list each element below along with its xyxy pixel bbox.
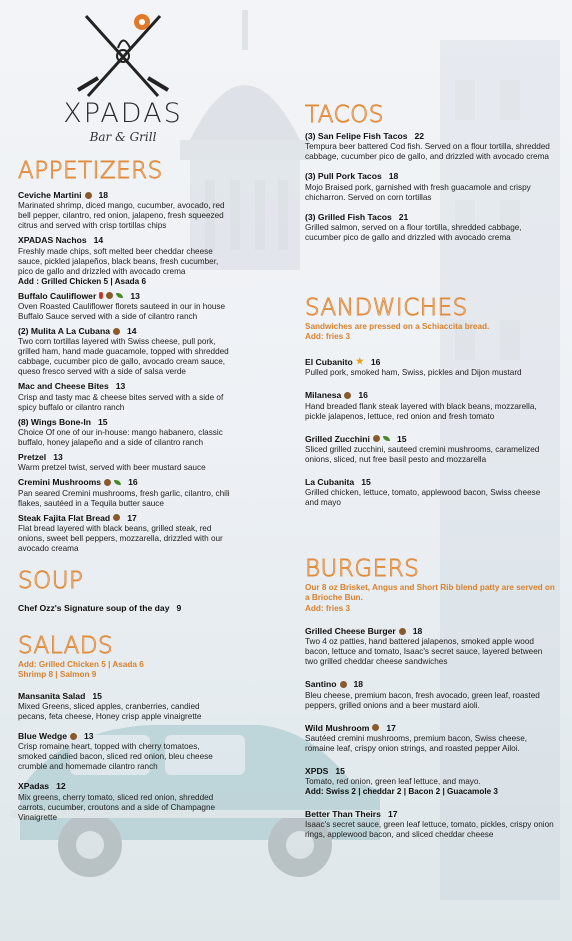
tacos-section — [305, 104, 555, 243]
item-name: (3) San Felipe Fish Tacos — [305, 131, 408, 141]
item-description: Mojo Braised pork, garnished with fresh guacamole and crispy chicharron. Served on corn tortillas — [305, 182, 531, 202]
item-price: 15 — [92, 690, 102, 701]
item-price: 12 — [56, 781, 66, 792]
item-price: 16 — [128, 477, 138, 488]
item-description: Crisp and tasty mac & cheese bites served with a side of spicy buffalo or cilantro ranch — [18, 392, 224, 412]
sandwiches-title: SANDWICHES — [305, 294, 468, 321]
menu-item — [18, 477, 230, 508]
item-name: Milanesa — [305, 390, 342, 401]
item-description: Tempura beer battered Cod fish. Served on a flour tortilla, shredded cabbage, cucumber pico de gallo, and drizzled with avocado crema — [305, 142, 550, 162]
item-name: Buffalo Cauliflower — [18, 290, 97, 301]
item-price: 15 — [335, 765, 345, 776]
item-name: (2) Mulita A La Cubana — [18, 325, 110, 336]
soup-section — [18, 567, 230, 613]
spicy-pepper-icon — [99, 292, 103, 299]
gluten-free-icon — [344, 392, 351, 399]
item-description: Crisp romaine heart, topped with cherry tomatoes, smoked candied bacon, sliced red onion, bleu cheese crumble and homemade cilantro ranch — [18, 742, 213, 772]
gluten-free-icon — [113, 328, 120, 335]
item-name: XPadas — [18, 781, 50, 792]
gluten-free-icon — [372, 724, 379, 731]
gluten-free-icon — [340, 681, 347, 688]
menu-item — [18, 235, 230, 286]
gluten-free-icon — [70, 733, 77, 740]
item-description: Pulled pork, smoked ham, Swiss, pickles and Dijon mustard — [305, 368, 522, 378]
item-description: Choice Of one of our in-house: mango habanero, classic buffalo, honey jalapeño and a side of cilantro ranch — [18, 427, 223, 447]
item-name: Ceviche Martini — [18, 190, 82, 200]
tacos-title: TACOS — [305, 102, 384, 128]
item-name: (3) Pull Pork Tacos — [305, 171, 382, 182]
right-column — [305, 104, 555, 840]
item-price: 18 — [98, 190, 109, 200]
item-name: Chef Ozz's Signature soup of the day — [18, 602, 170, 613]
item-name: Santino — [305, 679, 337, 690]
item-description: Sliced grilled zucchini, sauteed cremini mushrooms, caramelized onions, sliced, nut free basil pesto and mozzarella — [305, 444, 540, 464]
logo-subtitle: Bar & Grill — [89, 130, 157, 144]
item-description: Warm pretzel twist, served with beer mustard sauce — [18, 463, 206, 473]
item-name: Blue Wedge — [18, 730, 68, 741]
item-price: 18 — [388, 171, 399, 182]
item-price: 15 — [97, 416, 108, 427]
salads-section — [18, 635, 230, 822]
item-price: 17 — [127, 512, 137, 523]
menu-item — [305, 390, 555, 421]
item-price: 18 — [412, 625, 423, 636]
item-price: 13 — [130, 290, 140, 301]
burgers-title: BURGERS — [305, 556, 420, 583]
menu-item — [305, 809, 555, 840]
appetizers-title: APPETIZERS — [18, 158, 163, 184]
gluten-free-icon — [104, 479, 111, 486]
item-name: XPDS — [305, 765, 329, 776]
salads-title: SALADS — [18, 633, 114, 660]
menu-item — [305, 723, 555, 754]
item-description: Grilled chicken, lettuce, tomato, applewood bacon, Swiss cheese and mayo — [305, 488, 541, 508]
vegan-leaf-icon — [116, 293, 123, 298]
gluten-free-icon — [85, 192, 92, 199]
menu-item — [18, 691, 230, 722]
item-price: 13 — [84, 730, 94, 741]
appetizers-section — [18, 160, 230, 554]
item-description: Oven Roasted Cauliflower florets sauteed in our in house Buffalo Sauce served with a side of cilantro ranch — [18, 301, 226, 321]
item-description: Sautéed cremini mushrooms, premium bacon, Swiss cheese, romaine leaf, crispy onion strings, and roasted pepper Ailoi. — [305, 733, 528, 753]
left-column — [18, 160, 230, 823]
gluten-free-icon — [113, 514, 120, 521]
star-icon: ★ — [355, 356, 364, 367]
item-price: 17 — [386, 722, 396, 733]
item-price: 14 — [93, 235, 104, 246]
item-name: XPADAS Nachos — [18, 235, 87, 246]
menu-item — [18, 190, 230, 231]
item-name: Pretzel — [18, 451, 47, 462]
menu-item — [18, 781, 230, 822]
item-name: El Cubanito — [305, 356, 353, 367]
menu-item — [305, 679, 555, 710]
item-description: Mix greens, cherry tomato, sliced red onion, shredded carrots, cucumber, croutons and a side of Champagne Vinaigrette — [18, 792, 216, 822]
item-price: 13 — [115, 381, 126, 392]
item-price: 16 — [358, 390, 368, 401]
menu-item — [18, 417, 230, 448]
item-description: Flat bread layered with black beans, grilled steak, red onions, sweet bell peppers, mozzarella, drizzled with our avocado creama — [18, 523, 223, 553]
item-name: Grilled Cheese Burger — [305, 625, 396, 636]
gluten-free-icon — [373, 435, 380, 442]
item-name: Steak Fajita Flat Bread — [18, 512, 111, 523]
item-description: Pan seared Cremini mushrooms, fresh garlic, cilantro, chili flakes, sautéed in a Tequila butter sauce — [18, 488, 230, 508]
item-description: Grilled salmon, served on a flour tortilla, shredded cabbage, cucumber pico de gallo and drizzled with avocado crema — [305, 222, 522, 242]
menu-item — [305, 626, 555, 667]
item-description: Two corn tortillas layered with Swiss cheese, pull pork, grilled ham, hand made guacamole, topped with shredded cabbage, cucumber pico de gallo, avocado cream sauce, queso fresco served with a side of salsa verde — [18, 337, 229, 377]
vegan-leaf-icon — [383, 436, 390, 441]
item-name: Mac and Cheese Bites — [18, 381, 109, 392]
item-description: Two 4 oz patties, hand battered jalapenos, smoked apple wood bacon, lettuce and tomato, Isaac's secret sauce, layered between two grilled cheddar cheese sandwiches — [305, 637, 543, 667]
menu-item — [18, 452, 230, 473]
menu-item — [305, 356, 555, 378]
menu-item — [18, 326, 230, 377]
menu-item — [305, 434, 555, 465]
vegan-leaf-icon — [114, 480, 121, 485]
sandwiches-add-on-note: Add: fries 3 — [305, 332, 351, 342]
burgers-section — [305, 558, 555, 840]
item-price: 22 — [414, 131, 425, 141]
menu-item — [18, 731, 230, 772]
item-name: Wild Mushroom — [305, 722, 370, 733]
item-description: Isaac's secret sauce, green leaf lettuce, tomato, pickles, crispy onion rings, applewood bacon, and sliced cheddar cheese — [305, 820, 554, 840]
item-price: 21 — [398, 211, 409, 222]
soup-title: SOUP — [18, 567, 84, 594]
menu-item — [305, 212, 555, 243]
salads-add-ons-note: Add: Grilled Chicken 5 | Asada 6 Shrimp 8 | Salmon 9 — [18, 660, 144, 680]
item-description: Hand breaded flank steak layered with black beans, mozzarella, pickle jalapenos, lettuce, red onion and fresh tomato — [305, 401, 537, 421]
menu-item — [18, 291, 230, 322]
item-add-ons: Add: Swiss 2 | cheddar 2 | Bacon 2 | Guacamole 3 — [305, 787, 498, 797]
item-description: Tomato, red onion, green leaf lettuce, and mayo. — [305, 777, 481, 787]
item-name: Grilled Zucchini — [305, 433, 370, 444]
menu-item — [18, 513, 230, 554]
logo-title: XPADAS — [63, 98, 183, 129]
item-name: Cremini Mushrooms — [18, 477, 102, 488]
item-name: (3) Grilled Fish Tacos — [305, 211, 392, 222]
item-price: 9 — [176, 602, 182, 613]
item-price: 16 — [370, 356, 381, 367]
item-price: 13 — [53, 451, 63, 462]
item-description: Mixed Greens, sliced apples, cranberries, candied pecans, feta cheese, Honey crisp apple vinaigrette — [18, 701, 202, 721]
item-price: 17 — [387, 809, 398, 820]
burgers-note: Our 8 oz Brisket, Angus and Short Rib blend patty are served on a Brioche Bun. — [305, 583, 555, 603]
gluten-free-icon — [399, 628, 406, 635]
item-name: Mansanita Salad — [18, 690, 86, 701]
sandwiches-note: Sandwiches are pressed on a Schiaccita bread. — [305, 321, 490, 331]
item-description: Freshly made chips, soft melted beer cheddar cheese sauce, pickled jalapeños, black beans, fresh cucumber, pico de gallo and drizzled with avocado crema — [18, 246, 219, 276]
menu-item — [18, 603, 230, 613]
item-name: La Cubanita — [305, 476, 355, 487]
item-add-ons: Add : Grilled Chicken 5 | Asada 6 — [18, 276, 147, 286]
burgers-add-on-note: Add: fries 3 — [305, 603, 351, 613]
item-price: 15 — [396, 433, 407, 444]
menu-item — [305, 171, 555, 202]
menu-item — [305, 131, 555, 162]
logo — [58, 8, 188, 153]
item-price: 18 — [353, 679, 364, 690]
item-description: Bleu cheese, premium bacon, fresh avocado, green leaf, roasted peppers, grilled onions and a beer mustard aioli. — [305, 690, 540, 710]
menu-item — [305, 766, 555, 797]
item-description: Marinated shrimp, diced mango, cucumber, avocado, red bell pepper, cilantro, red onion, jalapeno, fresh squeezed citrus and served with crisp tortillas chips — [18, 201, 225, 231]
sandwiches-section — [305, 294, 555, 508]
menu-item — [18, 381, 230, 412]
crossed-swords-icon — [58, 8, 188, 103]
item-price: 14 — [127, 325, 137, 336]
item-price: 15 — [361, 476, 371, 487]
menu-item — [305, 477, 555, 508]
item-name: (8) Wings Bone-In — [18, 416, 91, 427]
item-name: Better Than Theirs — [305, 809, 381, 820]
gluten-free-icon — [106, 292, 113, 299]
